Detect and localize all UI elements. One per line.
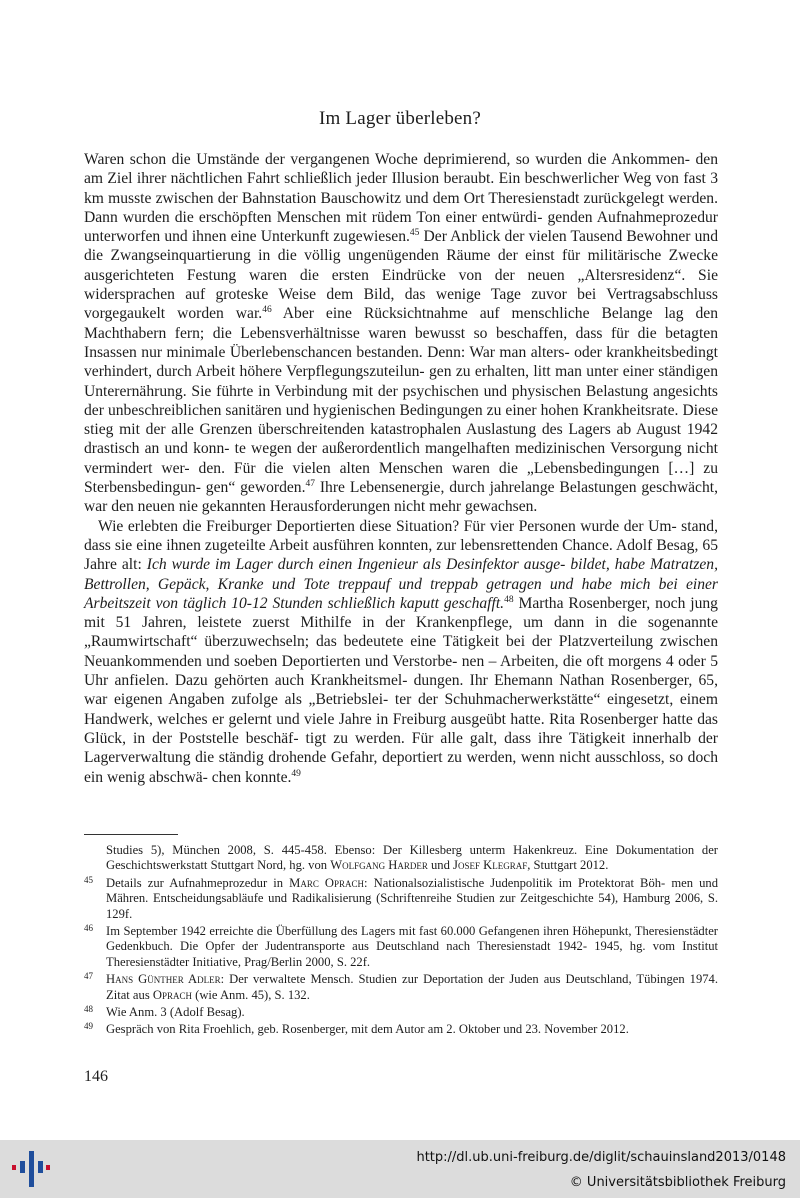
footnote-number: 45 (84, 874, 93, 885)
paragraph-2-part-1: Wie erlebten die Freiburger Deportierten diese Situation? Für vier Personen wurde der Um- stand, dass sie eine ihnen zugeteilte Arbeit ausführen konnten, zur lebensrettenden Chance. Adolf Besag, 65 Jahre alt: (84, 517, 718, 574)
footnote-ref-47[interactable]: 47 (305, 479, 315, 490)
paragraph-2-part-2: Martha Rosenberger, noch jung mit 51 Jahren, leistete zuerst Mithilfe in der Krankenpflege, um dann in die sogenannte „Raumwirtschaft“ überzuwechseln; das bedeutete eine Tätigkeit bei der Platzverteilung zwischen Neuankommenden und soeben Deportierten und Verstorbe- nen – Arbeiten, die oft morgens 4 oder 5 Uhr anfielen. Dazu gehörten auch Krankheitsmel- dungen. Ihr Ehemann Nathan Rosenberger, 65, war eigenen Angaben zufolge als „Betriebslei- ter der Schuhmacherwerkstätte“ eingesetzt, einem Handwerk, welches er gelernt und viele Jahre in Freiburg ausgeübt hatte. Rita Rosenberger hatte das Glück, in der Poststelle beschäf- tigt zu werden. Für alle galt, dass ihre Tätigkeit innerhalb der Lagerverwaltung die ständig drohende Gefahr, deportiert zu werden, wenn nicht ausschloss, so doch ein wenig abschwä- chen konnte. (84, 594, 718, 786)
footnote-number: 47 (84, 971, 93, 982)
footnote-48: 48 Wie Anm. 3 (Adolf Besag). (84, 1004, 245, 1020)
footnote-ref-48[interactable]: 48 (504, 594, 514, 605)
paragraph-1-part-3: Aber eine Rücksichtnahme auf menschliche Belange lag den Machthabern fern; die Lebensverhältnisse waren bewusst so beschaffen, dass für die betagten Insassen nur minimale Überlebenschancen bestanden. Denn: War man alters- oder krankheitsbedingt verhindert, durch Arbeit höhere Verpflegungszuteilun- gen zu erhalten, litt man unter einer ständigen Unterernährung. Sie führte in Verbindung mit der psychischen und physischen Belastung angesichts der unbeschreiblichen sanitären und hygienischen Bedingungen zu einer hohen Krankheitsrate. Diese stieg mit der alle Grenzen überschreitenden katastrophalen Auslastung des Lagers ab August 1942 drastisch an und konn- te wegen der außerordentlich mangelhaften medizinischen Versorgung nicht vermindert wer- den. Für die vielen alten Menschen waren die „Lebensbedingungen […] zu Sterbensbedingun- gen“ geworden. (84, 305, 718, 497)
besag-quote: Ich wurde im Lager durch einen Ingenieur als Desinfektor ausge- bildet, habe Matratzen, Bettrollen, Gepäck, Kranke und Tote treppauf und treppab getragen und habe mich bei einer Arbeitszeit von täglich 10-12 Stunden schließlich kaputt geschafft. (84, 556, 718, 612)
footnote-ref-46[interactable]: 46 (262, 305, 272, 316)
library-footer (0, 1140, 800, 1198)
footnote-number: 46 (84, 923, 93, 934)
footnotes (84, 843, 718, 1040)
footnote-46: 46 Im September 1942 erreichte die Überfüllung des Lagers mit fast 60.000 Gefangenen ihren Höhepunkt, Theresienstädter Gedenkbuch. Die Opfer der Judentransporte aus Deutschland nach Theresienstadt 1942- 1945, hg. vom Institut Theresienstädter Initiative, Prag/Berlin 2000, S. 22f. (84, 923, 718, 969)
paragraph-1-part-2: Der Anblick der vielen Tausend Bewohner und die Zwangseinquartierung in die völlig ungenügenden Räume der einst für militärische Zwecke ausgerichteten Festung waren die ersten Eindrücke von der neuen „Altersresidenz“. Sie widersprachen auf groteske Weise dem Bild, das wenige Tage zuvor bei Vertragsabschluss vorgegaukelt worden war. (84, 228, 718, 323)
footnote-45: 45 Details zur Aufnahmeprozedur in Marc Oprach: Nationalsozialistische Judenpolitik im Protektorat Böh- men und Mähren. Entscheidungsabläufe und Radikalisierung (Schriftenreihe Studien zur Zeitgeschichte 54), Hamburg 2006, S. 129f. (84, 874, 718, 921)
source-url-link[interactable]: http://dl.ub.uni-freiburg.de/diglit/schauinsland2013/0148 (416, 1150, 786, 1165)
paragraph-1-part-1: Waren schon die Umstände der vergangenen Woche deprimierend, so wurden die Ankommen- den am Ziel ihrer nächtlichen Fahrt schließlich jeder Illusion beraubt. Ein beschwerlicher Weg von fast 3 km musste zwischen der Bahnstation Bauschowitz und dem Ort Theresienstadt zurückgelegt werden. Dann wurden die erschöpften Menschen mit rüdem Ton einer entwürdi- genden Aufnahmeprozedur unterworfen und ihnen eine Unterkunft zugewiesen. (84, 151, 718, 246)
main-text (84, 150, 718, 787)
footnote-divider (84, 834, 178, 835)
ub-freiburg-logo-icon (10, 1149, 52, 1189)
page-number: 146 (84, 1068, 108, 1085)
footnote-49: 49 Gespräch von Rita Froehlich, geb. Rosenberger, mit dem Autor am 2. Oktober und 23. November 2012. (84, 1021, 629, 1037)
footnote-ref-49[interactable]: 49 (291, 768, 301, 779)
paragraph-1 (84, 150, 718, 517)
page-title: Im Lager überleben? (318, 108, 482, 129)
footnote-continuation: Studies 5), München 2008, S. 445-458. Ebenso: Der Killesberg unterm Hakenkreuz. Eine Dokumentation der Geschichtswerkstatt Stuttgart Nord, hg. von Wolfgang Harder und Josef Klegraf, Stuttgart 2012. (106, 843, 718, 873)
paragraph-1-part-4: Ihre Lebensenergie, durch jahrelange Belastungen geschwächt, war den neuen nie gekannten Herausforderungen nicht mehr gewachsen. (84, 479, 719, 516)
copyright-notice: © Universitätsbibliothek Freiburg (569, 1175, 786, 1190)
footnote-number: 48 (84, 1004, 93, 1015)
footnote-number: 49 (84, 1021, 93, 1032)
paragraph-2 (84, 517, 718, 787)
footnote-ref-45[interactable]: 45 (409, 228, 420, 239)
footnote-47: 47 Hans Günther Adler: Der verwaltete Mensch. Studien zur Deportation der Juden aus Deutschland, Tübingen 1974. Zitat aus Oprach (wie Anm. 45), S. 132. (84, 971, 718, 1002)
